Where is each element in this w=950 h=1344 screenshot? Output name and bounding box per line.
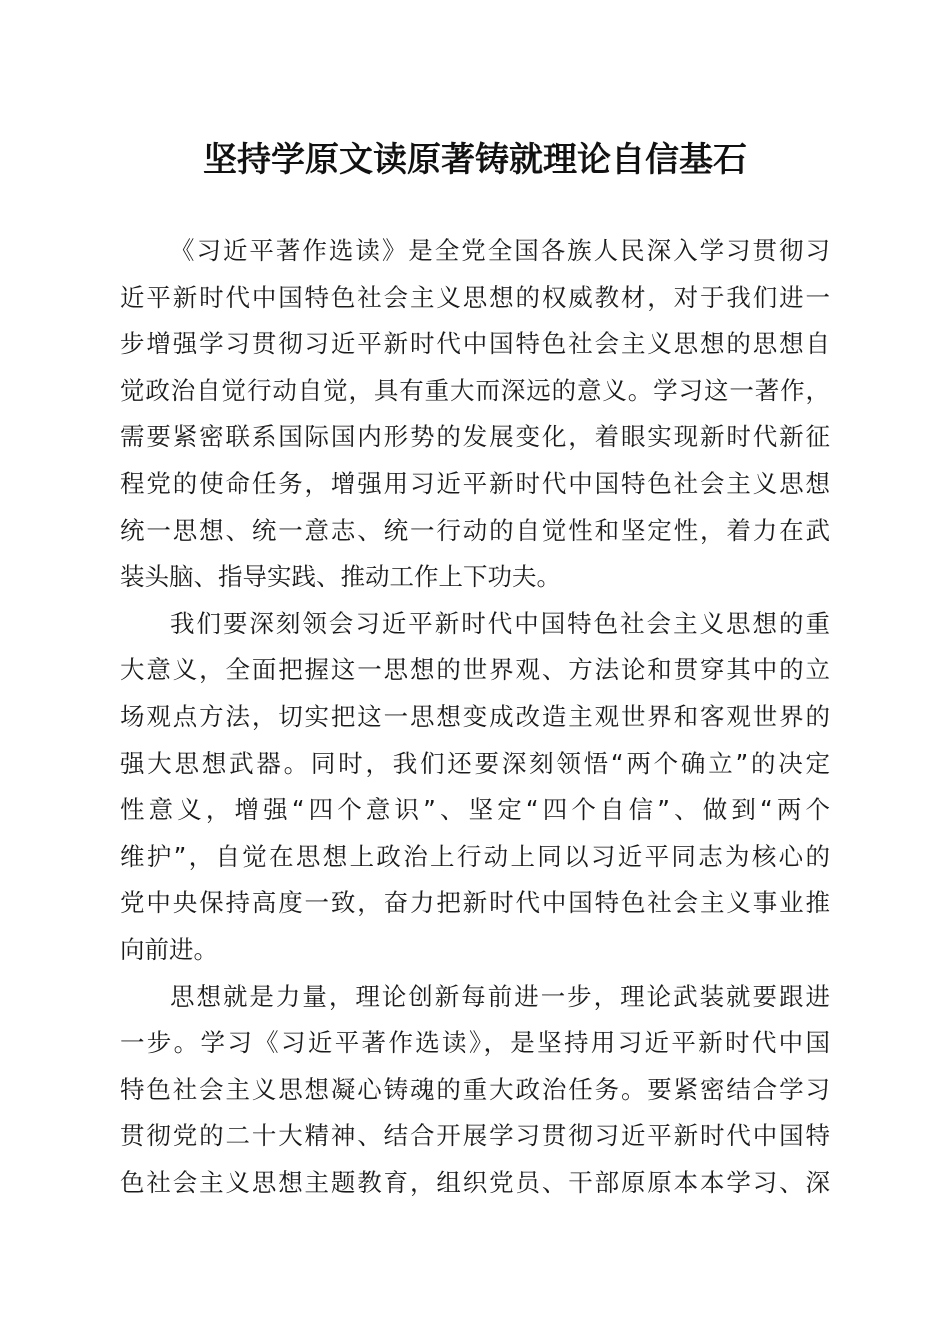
text-line: 大意义，全面把握这一思想的世界观、方法论和贯穿其中的立 — [120, 655, 830, 685]
text-line: 统一思想、统一意志、统一行动的自觉性和坚定性，着力在武 — [120, 515, 830, 545]
document-title: 坚持学原文读原著铸就理论自信基石 — [203, 140, 747, 180]
text-line: 维护”，自觉在思想上政治上行动上同以习近平同志为核心的 — [120, 841, 830, 871]
text-line: 特色社会主义思想凝心铸魂的重大政治任务。要紧密结合学习 — [120, 1074, 830, 1104]
text-line: 强大思想武器。同时，我们还要深刻领悟“两个确立”的决定 — [120, 748, 830, 778]
text-line: 觉政治自觉行动自觉，具有重大而深远的意义。学习这一著作， — [120, 375, 830, 405]
document-body — [120, 228, 830, 1206]
text-line: 色社会主义思想主题教育，组织党员、干部原原本本学习、深 — [120, 1167, 830, 1197]
text-line: 《习近平著作选读》是全党全国各族人民深入学习贯彻习 — [170, 236, 830, 265]
text-line: 一步。学习《习近平著作选读》，是坚持用习近平新时代中国 — [120, 1028, 830, 1058]
text-line: 场观点方法，切实把这一思想变成改造主观世界和客观世界的 — [120, 701, 830, 731]
text-line: 需要紧密联系国际国内形势的发展变化，着眼实现新时代新征 — [120, 422, 830, 452]
text-line: 思想就是力量，理论创新每前进一步，理论武装就要跟进 — [170, 981, 830, 1011]
paragraph-2 — [120, 601, 830, 974]
text-line: 向前进。 — [120, 934, 218, 964]
text-line: 性意义，增强“四个意识”、坚定“四个自信”、做到“两个 — [120, 795, 830, 825]
text-line: 近平新时代中国特色社会主义思想的权威教材，对于我们进一 — [120, 282, 830, 312]
text-line: 贯彻党的二十大精神、结合开展学习贯彻习近平新时代中国特 — [120, 1121, 830, 1151]
text-line: 程党的使命任务，增强用习近平新时代中国特色社会主义思想 — [120, 468, 830, 498]
text-line: 党中央保持高度一致，奋力把新时代中国特色社会主义事业推 — [120, 888, 830, 918]
text-line: 我们要深刻领会习近平新时代中国特色社会主义思想的重 — [170, 608, 830, 638]
paragraph-1 — [120, 228, 830, 601]
text-line: 步增强学习贯彻习近平新时代中国特色社会主义思想的思想自 — [120, 329, 830, 359]
paragraph-3 — [120, 974, 830, 1207]
text-line: 装头脑、指导实践、推动工作上下功夫。 — [120, 562, 561, 592]
